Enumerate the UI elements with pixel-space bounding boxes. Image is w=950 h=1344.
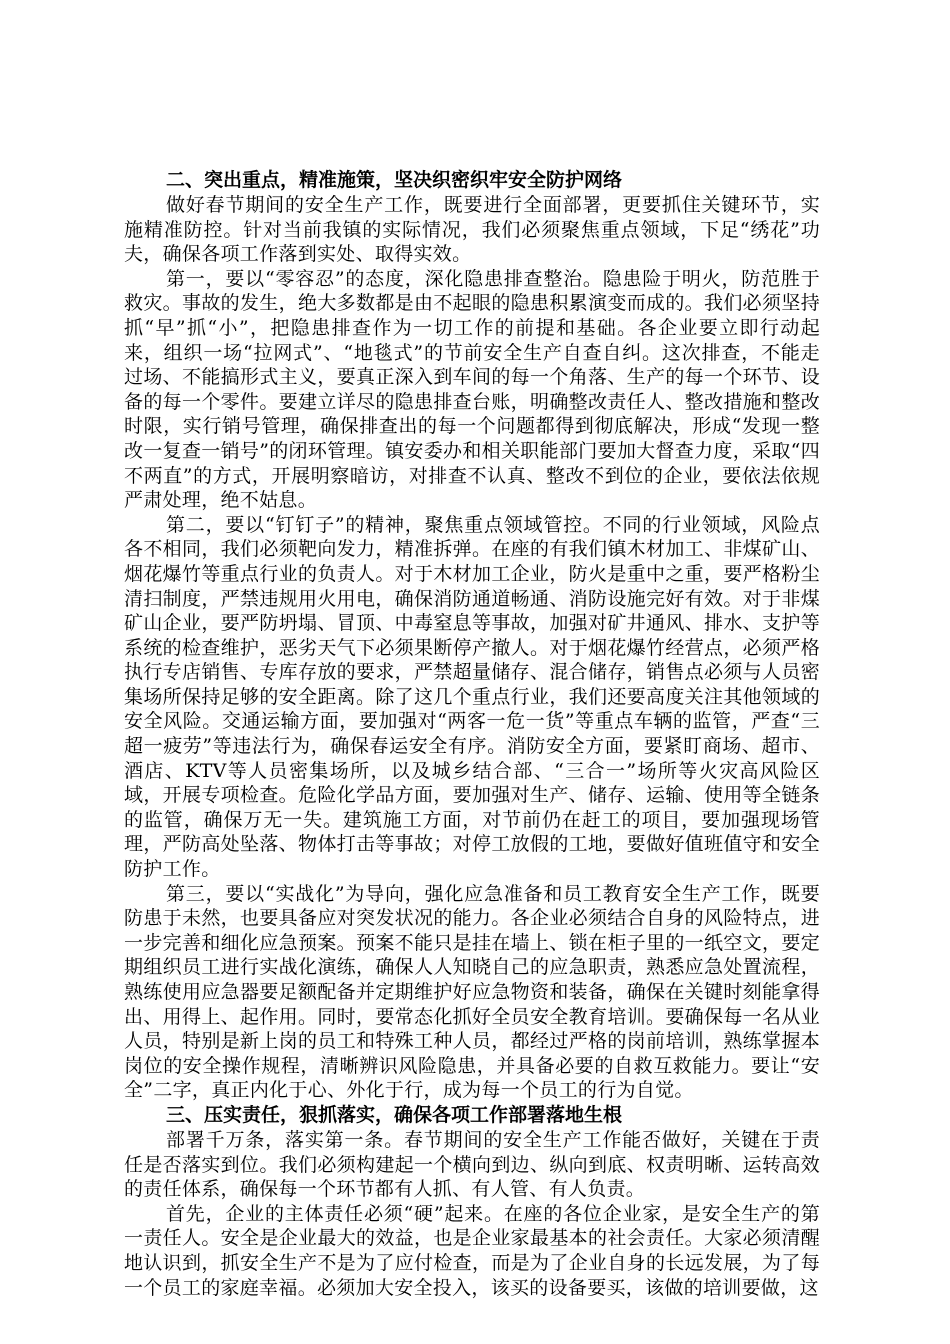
paragraph-firstly: 首先，企业的主体责任必须“硬”起来。在座的各位企业家，是安全生产的第一责任人。安全是企业最大的效益，也是企业家最基本的社会责任。大家必须清醒地认识到，抓安全生产不是为了应付检查，而是为了企业自身的长远发展，为了每一个员工的家庭幸福。必须加大安全投入，该买的设备要买，该做的培训要做，这 bbox=[124, 1202, 820, 1299]
paragraph-second-point: 第二，要以“钉钉子”的精神，聚焦重点领域管控。不同的行业领域，风险点各不相同，我们必须靶向发力，精准拆弹。在座的有我们镇木材加工、非煤矿山、烟花爆竹等重点行业的负责人。对于木材加工企业，防火是重中之重，要严格粉尘清扫制度，严禁违规用火用电，确保消防通道畅通、消防设施完好有效。对于非煤矿山企业，要严防坍塌、冒顶、中毒窒息等事故，加强对矿井通风、排水、支护等系统的检查维护，恶劣天气下必须果断停产撤人。对于烟花爆竹经营点，必须严格执行专店销售、专库存放的要求，严禁超量储存、混合储存，销售点必须与人员密集场所保持足够的安全距离。除了这几个重点行业，我们还要高度关注其他领域的安全风险。交通运输方面，要加强对“两客一危一货”等重点车辆的监管，严查“三超一疲劳”等违法行为，确保春运安全有序。消防安全方面，要紧盯商场、超市、酒店、KTV等人员密集场所，以及城乡结合部、“三合一”场所等火灾高风险区域，开展专项检查。危险化学品方面，要加强对生产、储存、运输、使用等全链条的监管，确保万无一失。建筑施工方面，对节前仍在赶工的项目，要加强现场管理，严防高处坠落、物体打击等事故；对停工放假的工地，要做好值班值守和安全防护工作。 bbox=[124, 513, 820, 881]
paragraph-first-point: 第一，要以“零容忍”的态度，深化隐患排查整治。隐患险于明火，防范胜于救灾。事故的发生，绝大多数都是由不起眼的隐患积累演变而成的。我们必须坚持抓“早”抓“小”，把隐患排查作为一切工作的前提和基础。各企业要立即行动起来，组织一场“拉网式”、“地毯式”的节前安全生产自查自纠。这次排查，不能走过场、不能搞形式主义，要真正深入到车间的每一个角落、生产的每一个环节、设备的每一个零件。要建立详尽的隐患排查台账，明确整改责任人、整改措施和整改时限，实行销号管理，确保排查出的每一个问题都得到彻底解决，形成“发现一整改一复查一销号”的闭环管理。镇安委办和相关职能部门要加大督查力度，采取“四不两直”的方式，开展明察暗访，对排查不认真、整改不到位的企业，要依法依规严肃处理，绝不姑息。 bbox=[124, 267, 820, 512]
paragraph-intro: 做好春节期间的安全生产工作，既要进行全面部署，更要抓住关键环节，实施精准防控。针对当前我镇的实际情况，我们必须聚焦重点领域，下足“绣花”功夫，确保各项工作落到实处、取得实效。 bbox=[124, 194, 820, 266]
paragraph-deployment: 部署千万条，落实第一条。春节期间的安全生产工作能否做好，关键在于责任是否落实到位。我们必须构建起一个横向到边、纵向到底、权责明晰、运转高效的责任体系，确保每一个环节都有人抓、有人管、有人负责。 bbox=[124, 1128, 820, 1201]
section-heading-2: 二、突出重点，精准施策，坚决织密织牢安全防护网络 bbox=[166, 169, 623, 191]
document-page bbox=[124, 168, 820, 1300]
section-heading-3: 三、压实责任，狠抓落实，确保各项工作部署落地生根 bbox=[166, 1103, 623, 1126]
paragraph-third-point: 第三，要以“实战化”为导向，强化应急准备和员工教育安全生产工作，既要防患于未然，也要具备应对突发状况的能力。各企业必须结合自身的风险特点，进一步完善和细化应急预案。预案不能只是挂在墙上、锁在柜子里的一纸空文，要定期组织员工进行实战化演练，确保人人知晓自己的应急职责，熟悉应急处置流程，熟练使用应急器要足额配备并定期维护好应急物资和装备，确保在关键时刻能拿得出、用得上、起作用。同时，要常态化抓好全员安全教育培训。要确保每一名从业人员，特别是新上岗的员工和特殊工种人员，都经过严格的岗前培训，熟练掌握本岗位的安全操作规程，清晰辨识风险隐患，并具备必要的自救互救能力。要让“安全”二字，真正内化于心、外化于行，成为每一个员工的行为自觉。 bbox=[124, 882, 820, 1102]
